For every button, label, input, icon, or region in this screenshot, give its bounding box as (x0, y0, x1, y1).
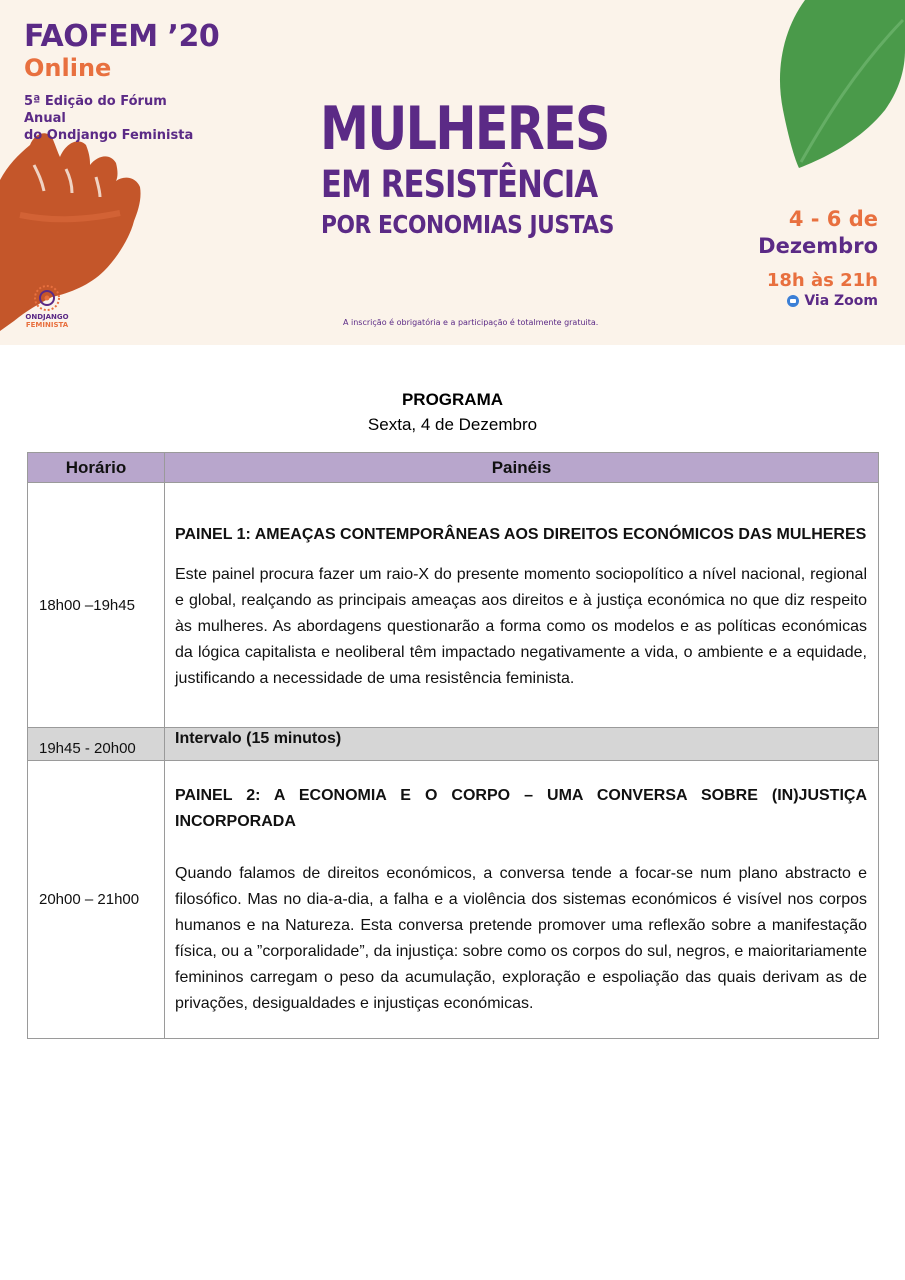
organization-logo (22, 284, 72, 329)
row-time: 18h00 –19h45 (28, 483, 165, 728)
row-panel (165, 728, 879, 761)
panel-description: Este painel procura fazer um raio-X do presente momento sociopolítico a nível nacional, regional e global, realçando as principais ameaças aos direitos e à justiça económica no que diz respeito às mulheres. As abordagens questionarão a forma como os modelos e as políticas económicas da lógica capitalista e neoliberal têm impactado negativamente a vida, o ambiente e a equidade, justificando a necessidade de uma resistência feminista. (175, 565, 867, 687)
edition-line-1: 5ª Edição do Fórum Anual (24, 94, 167, 126)
event-dates: 4 - 6 de (788, 207, 878, 231)
event-banner (0, 0, 905, 345)
event-title-line-3: POR ECONOMIAS JUSTAS (321, 210, 614, 239)
program-title: PROGRAMA (401, 390, 504, 409)
event-title-line-2: EM RESISTÊNCIA (321, 163, 598, 206)
edition-text (24, 93, 194, 144)
break-label: Intervalo (15 minutos) (175, 730, 342, 747)
brand-title: FAOFEM ’20 (24, 19, 220, 54)
ondjango-logo-icon (33, 284, 61, 312)
row-time: 19h45 - 20h00 (28, 728, 165, 761)
event-hours: 18h às 21h (766, 270, 878, 291)
program-table (27, 452, 879, 1039)
brand-subtitle: Online (24, 54, 112, 82)
header-time: Horário (28, 453, 165, 483)
panel-description: Quando falamos de direitos económicos, a conversa tende a focar-se num plano abstracto e filosófico. Mas no dia-a-dia, a falha e a violência dos sistemas económicos é visível nos corpos humanos e na Natureza. Esta conversa pretende promover uma reflexão sobre a manifestação física, ou a ”corporalidade”, da injustiça: sobre como os corpos do sul, negros, e maioritariamente femininos carregam o peso da acumulação, exploração e espoliação das quais derivam as de privações, desigualdades e injustiças económicas. (175, 864, 867, 1012)
panel-title: PAINEL 2: A ECONOMIA E O CORPO – UMA CONVERSA SOBRE (IN)JUSTIÇA INCORPORADA (175, 786, 867, 830)
row-time: 20h00 – 21h00 (28, 761, 165, 1039)
table-header-row (28, 453, 879, 483)
event-title: MULHERES (320, 94, 609, 164)
platform-label: Via Zoom (804, 293, 878, 309)
event-month: Dezembro (758, 234, 878, 258)
org-name-line-1: ONDJANGO (25, 313, 69, 321)
table-row (28, 483, 879, 728)
panel-title: PAINEL 1: AMEAÇAS CONTEMPORÂNEAS AOS DIREITOS ECONÓMICOS DAS MULHERES (175, 525, 867, 543)
header-panels: Painéis (165, 453, 879, 483)
event-platform (787, 292, 878, 310)
edition-line-2: do Ondjango Feminista (24, 128, 194, 143)
table-row (28, 761, 879, 1039)
green-leaf-illustration (765, 0, 905, 170)
row-panel (165, 483, 879, 728)
program-date: Sexta, 4 de Dezembro (367, 415, 538, 434)
registration-notice: A inscrição é obrigatória e a participação é totalmente gratuita. (343, 318, 599, 327)
row-panel (165, 761, 879, 1039)
table-row-break (28, 728, 879, 761)
org-name-line-2: FEMINISTA (25, 321, 69, 329)
zoom-icon (787, 295, 799, 307)
